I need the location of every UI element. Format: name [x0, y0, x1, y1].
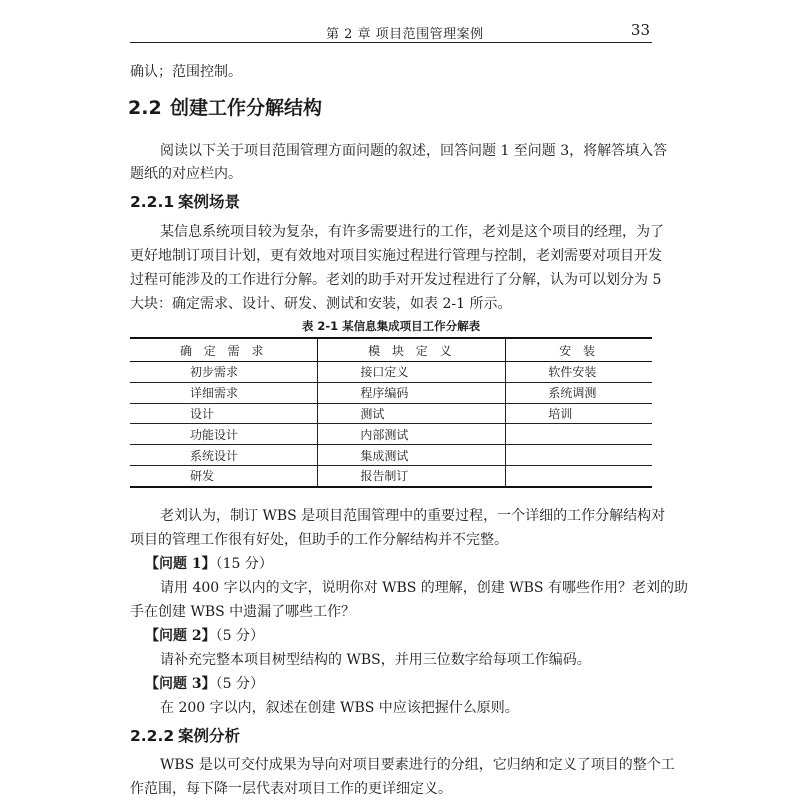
question-number: 【问题 1】 [145, 556, 216, 572]
section-title: 创建工作分解结构 [170, 97, 323, 119]
table-cell [506, 465, 652, 486]
question-score: （5 分） [215, 628, 264, 644]
question-2-label [145, 625, 264, 645]
table-row [130, 362, 652, 383]
question-3-line-1: 在 200 字以内，叙述在创建 WBS 中应该把握什么原则。 [160, 700, 519, 716]
question-number: 【问题 3】 [145, 676, 216, 692]
table-row [130, 403, 652, 424]
table-cell: 初步需求 [130, 362, 318, 383]
question-1-line-1: 请用 400 字以内的文字，说明你对 WBS 的理解，创建 WBS 有哪些作用？老刘的助 [160, 580, 688, 596]
question-2-line-1: 请补充完整本项目树型结构的 WBS，并用三位数字给每项工作编码。 [160, 652, 591, 668]
subsection-heading-analysis [130, 724, 240, 746]
table-header-cell: 安 装 [506, 338, 652, 362]
question-3-label [145, 673, 264, 693]
running-header [130, 22, 652, 43]
subsection-title: 案例分析 [178, 727, 241, 745]
table-row [130, 382, 652, 403]
analysis-line-2: 作范围，每下降一层代表对项目工作的更详细定义。 [130, 781, 452, 797]
page-number: 33 [630, 21, 650, 39]
table-cell [506, 445, 652, 466]
question-number: 【问题 2】 [145, 628, 216, 644]
table-header-row [130, 338, 652, 362]
table-cell: 功能设计 [130, 424, 318, 445]
table-cell: 软件安装 [506, 362, 652, 383]
table-cell: 研发 [130, 465, 318, 486]
question-1-line-2: 手在创建 WBS 中遗漏了哪些工作？ [130, 604, 356, 620]
scenario-line-2: 更好地制订项目计划，更有效地对项目实施过程进行管理与控制，老刘需要对项目开发 [130, 248, 662, 264]
table-cell: 接口定义 [318, 362, 506, 383]
table-row [130, 465, 652, 486]
scenario-line-3: 过程可能涉及的工作进行分解。老刘的助手对开发过程进行了分解，认为可以划分为 5 [130, 272, 662, 288]
subsection-number: 2.2.2 [130, 727, 175, 745]
scenario-line-1: 某信息系统项目较为复杂，有许多需要进行的工作，老刘是这个项目的经理，为了 [160, 224, 664, 240]
subsection-title: 案例场景 [178, 193, 241, 211]
question-score: （15 分） [215, 556, 273, 572]
table-cell: 详细需求 [130, 382, 318, 403]
table-row [130, 445, 652, 466]
intro-line-1: 阅读以下关于项目范围管理方面问题的叙述，回答问题 1 至问题 3，将解答填入答 [160, 143, 668, 159]
table-cell: 内部测试 [318, 424, 506, 445]
after-table-line-1: 老刘认为，制订 WBS 是项目范围管理中的重要过程，一个详细的工作分解结构对 [160, 508, 666, 524]
table-row [130, 424, 652, 445]
table-cell: 系统设计 [130, 445, 318, 466]
table-cell [506, 424, 652, 445]
after-table-line-2: 项目的管理工作很有好处，但助手的工作分解结构并不完整。 [130, 532, 508, 548]
table-header-cell: 模 块 定 义 [318, 338, 506, 362]
table-cell: 测试 [318, 403, 506, 424]
scenario-line-4: 大块：确定需求、设计、研发、测试和安装，如表 2-1 所示。 [130, 296, 512, 312]
table-cell: 报告制订 [318, 465, 506, 486]
question-score: （5 分） [215, 676, 264, 692]
table-caption: 表 2-1 某信息集成项目工作分解表 [301, 319, 481, 333]
analysis-line-1: WBS 是以可交付成果为导向对项目要素进行的分组，它归纳和定义了项目的整个工 [160, 757, 675, 773]
table-cell: 集成测试 [318, 445, 506, 466]
table-cell: 设计 [130, 403, 318, 424]
table-cell: 程序编码 [318, 382, 506, 403]
table-cell: 系统调测 [506, 382, 652, 403]
intro-line-2: 题纸的对应栏内。 [130, 166, 242, 182]
chapter-title: 第 2 章 项目范围管理案例 [326, 27, 484, 42]
section-heading [128, 93, 322, 120]
subsection-number: 2.2.1 [130, 193, 175, 211]
top-fragment: 确认；范围控制。 [130, 64, 242, 80]
table-cell: 培训 [506, 403, 652, 424]
question-1-label [145, 553, 273, 573]
table-header-cell: 确 定 需 求 [130, 338, 318, 362]
wbs-table [130, 337, 652, 488]
subsection-heading-scenario [130, 190, 240, 212]
section-number: 2.2 [128, 97, 162, 119]
